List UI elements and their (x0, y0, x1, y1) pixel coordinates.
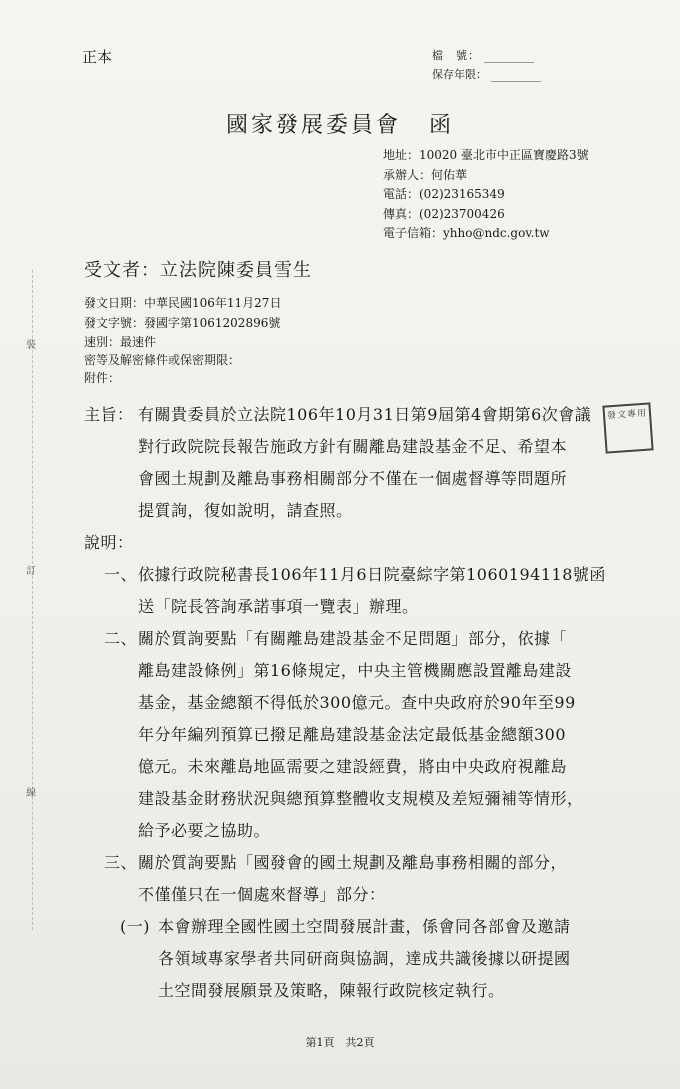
contact-email: 電子信箱：yhho@ndc.gov.tw (383, 226, 550, 240)
subject-label: 主旨： (84, 405, 134, 424)
subject-line: 有關貴委員於立法院106年10月31日第9屆第4會期第6次會議 (138, 405, 592, 424)
binding-mark-top: 裝 (26, 340, 36, 351)
contact-handler: 承辦人：何佑華 (383, 168, 468, 182)
secrecy-level: 密等及解密條件或保密期限： (84, 353, 241, 367)
retention-period-underline (491, 81, 541, 82)
item-line: 離島建設條例」第16條規定，中央主管機關應設置離島建設 (138, 661, 572, 680)
explanation-label: 說明： (84, 533, 134, 552)
contact-fax: 傳真：(02)23700426 (383, 207, 505, 221)
contact-phone: 電話：(02)23165349 (383, 187, 505, 201)
issue-date: 發文日期：中華民國106年11月27日 (84, 296, 282, 310)
file-number-label: 檔 號： (432, 49, 480, 62)
recipient: 受文者：立法院陳委員雪生 (84, 260, 312, 281)
item-line: 給予必要之協助。 (138, 821, 271, 840)
item-line: 關於質詢要點「國發會的國土規劃及離島事務相關的部分， (138, 853, 568, 872)
contact-address: 地址：10020 臺北市中正區寶慶路3號 (383, 148, 589, 162)
item-number: 三、 (104, 853, 138, 872)
file-number-underline (484, 62, 534, 63)
retention-period-field (432, 66, 541, 82)
binding-line (32, 270, 33, 930)
issuing-organization: 國家發展委員會 (225, 113, 401, 138)
item-line: 送「院長答詢承諾事項一覽表」辦理。 (138, 597, 419, 616)
binding-mark-middle: 訂 (26, 566, 36, 577)
subject-line: 提質詢，復如說明，請查照。 (138, 501, 353, 520)
item-line: 億元。未來離島地區需要之建設經費，將由中央政府視離島 (138, 757, 568, 776)
item-line: 不僅僅只在一個處來督導」部分： (138, 885, 386, 904)
official-seal-stamp (602, 402, 653, 453)
copy-mark: 正本 (82, 48, 113, 66)
binding-mark-bottom: 線 (26, 788, 36, 799)
sub-item-number: (一) (120, 917, 150, 936)
subject-line: 會國土規劃及離島事務相關部分不僅在一個處督導等問題所 (138, 469, 568, 488)
sub-item-line: 土空間發展願景及策略，陳報行政院核定執行。 (158, 981, 505, 1000)
document-title (0, 108, 680, 139)
item-number: 二、 (104, 629, 138, 648)
item-number: 一、 (104, 565, 138, 584)
attachment: 附件： (84, 371, 121, 385)
item-line: 年分年編列預算已撥足離島建設基金法定最低基金總額300 (138, 725, 567, 744)
stamp-text: 發文專用 (606, 408, 648, 422)
item-line: 依據行政院秘書長106年11月6日院臺綜字第1060194118號函 (138, 565, 606, 584)
file-number-field (432, 47, 534, 63)
delivery-speed: 速別：最速件 (84, 335, 157, 349)
sub-item-line: 各領域專家學者共同研商與協調，達成共識後據以研提國 (158, 949, 571, 968)
retention-period-label: 保存年限： (432, 68, 487, 81)
item-line: 關於質詢要點「有關離島建設基金不足問題」部分，依據「 (138, 629, 568, 648)
page-footer: 第1頁 共2頁 (305, 1036, 375, 1049)
subject-line: 對行政院院長報告施政方針有關離島建設基金不足、希望本 (138, 437, 568, 456)
item-line: 建設基金財務狀況與總預算整體收支規模及差短彌補等情形， (138, 789, 584, 808)
item-line: 基金，基金總額不得低於300億元。查中央政府於90年至99 (138, 693, 576, 712)
document-number: 發文字號：發國字第1061202896號 (84, 316, 281, 330)
document-type: 函 (429, 113, 455, 138)
sub-item-line: 本會辦理全國性國土空間發展計畫，係會同各部會及邀請 (158, 917, 571, 936)
